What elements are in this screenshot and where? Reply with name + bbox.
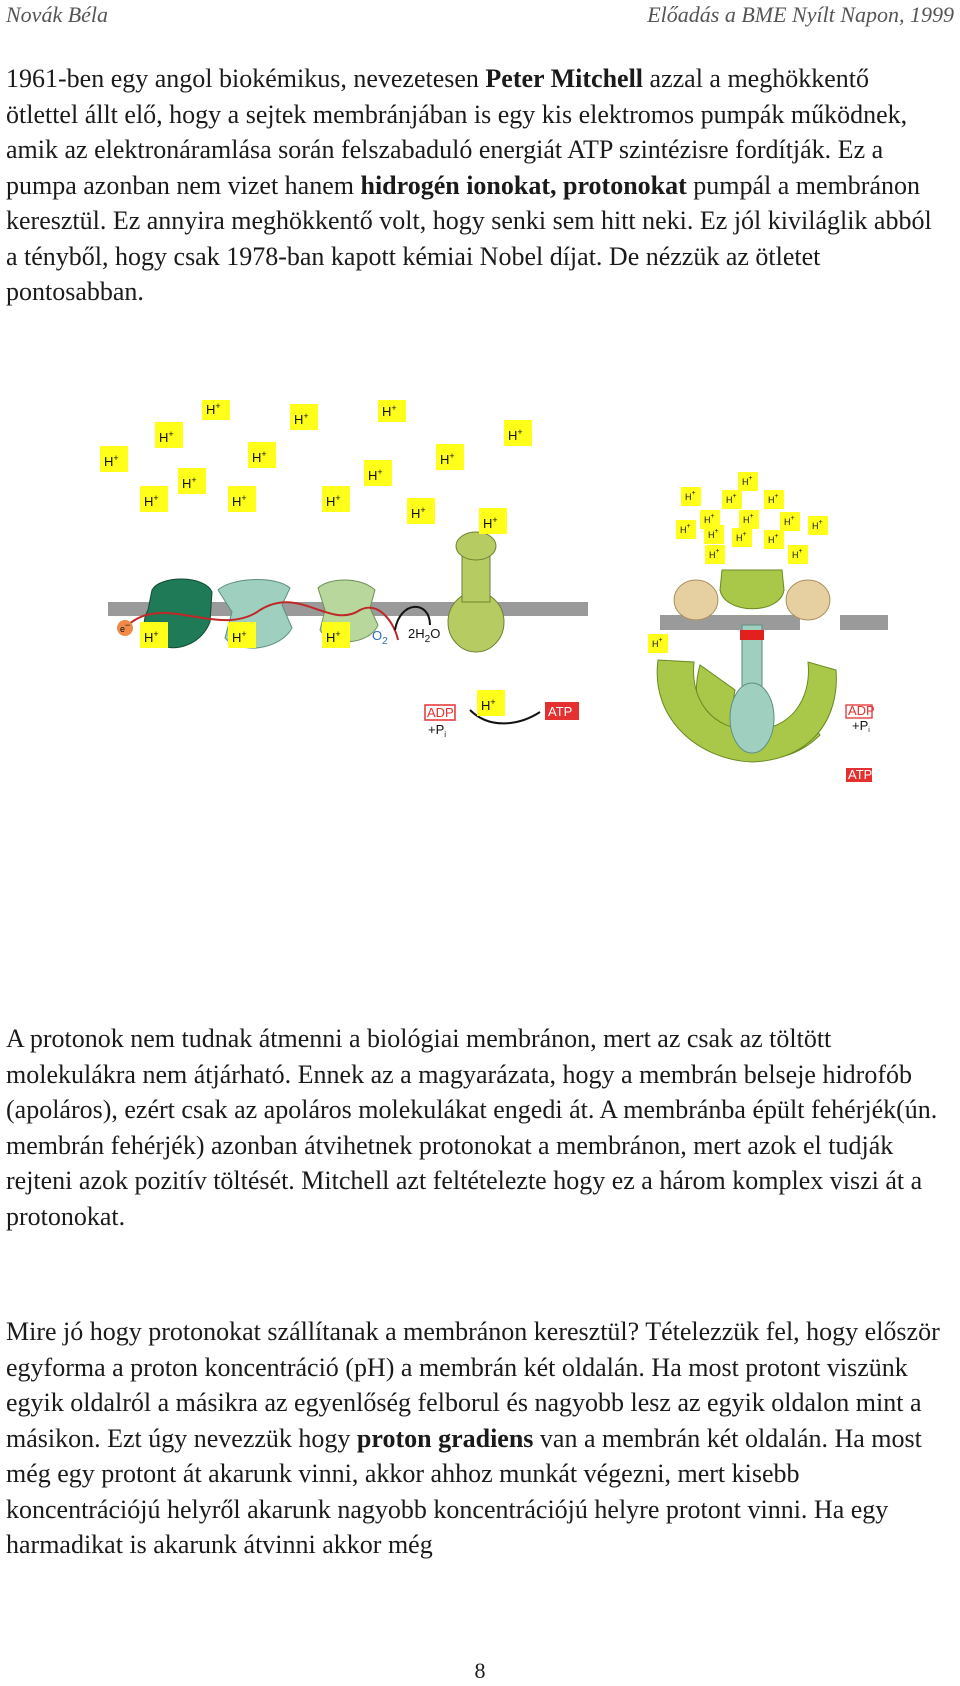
- pi-label-right: +Pi: [852, 718, 870, 734]
- header-event: Előadás a BME Nyílt Napon, 1999: [647, 2, 954, 27]
- page-number: 8: [474, 1658, 486, 1683]
- atp-synthase-cap: [456, 532, 496, 560]
- proton-label: H+: [440, 451, 455, 467]
- adp-label-right: ADP: [848, 703, 875, 718]
- paragraph-text: 1961-ben egy angol biokémikus, nevezetesen: [6, 64, 486, 93]
- proton-label: H+: [685, 490, 696, 502]
- rotor-base: [730, 683, 774, 753]
- membrane-head-right: [786, 580, 830, 620]
- proton-label: H+: [743, 513, 754, 525]
- proton-label: H+: [483, 515, 498, 531]
- bold-term: hidrogén ionokat, protonokat: [360, 170, 687, 200]
- membrane-right: [660, 615, 800, 630]
- adp-label: ADP: [427, 705, 454, 720]
- proton-label: H+: [182, 475, 197, 491]
- proton-label: H+: [792, 548, 803, 560]
- proton-label: H+: [742, 475, 753, 487]
- proton-label: H+: [206, 401, 221, 417]
- membrane-right-2: [840, 615, 888, 630]
- proton-label: H+: [252, 449, 267, 465]
- proton-label: H+: [704, 513, 715, 525]
- proton-label: H+: [726, 493, 737, 505]
- rotor-top: [720, 570, 784, 609]
- water-label: $2H_2O$: [408, 626, 441, 645]
- proton-label: H+: [768, 493, 779, 505]
- proton-label: H+: [232, 629, 247, 645]
- proton-label: H+: [709, 548, 720, 560]
- bold-term: proton gradiens: [356, 1423, 534, 1453]
- proton-label: H+: [144, 629, 159, 645]
- proton-label: H+: [508, 427, 523, 443]
- atp-label-right: ATP: [848, 767, 873, 782]
- proton-label: H+: [481, 697, 496, 713]
- paragraph-mitchell: [6, 61, 946, 310]
- bold-term: Peter Mitchell: [485, 64, 644, 93]
- header-author: Novák Béla: [6, 2, 109, 27]
- proton-label: H+: [368, 467, 383, 483]
- pi-label: $+P_i$: [428, 722, 447, 739]
- proton-label: H+: [736, 531, 747, 543]
- proton-label: H+: [294, 411, 309, 427]
- paragraph-text: azzal a meghökkentő ötlettel állt elő, hogy a sejtek membránjában is egy kis elektromos pumpák működnek, amik az elektronáramlása során felszabaduló energiát ATP szintézisre fordítják. Ez a pumpa azonban nem vizet hanem: [6, 64, 908, 200]
- proton-label: H+: [326, 493, 341, 509]
- electron-label: e−: [120, 620, 131, 634]
- proton-label: H+: [326, 629, 341, 645]
- proton-label: H+: [652, 637, 663, 649]
- proton-label: H+: [144, 493, 159, 509]
- atp-label: ATP: [548, 704, 573, 719]
- paragraph-text: pumpál a membránon keresztül. Ez annyira meghökkentő volt, hogy senki sem hitt neki. Ez jól kiviláglik abból a tényből, hogy csak 1978-ban kapott kémiai Nobel díjat. De nézzük az ötletet pontosabban.: [6, 170, 932, 306]
- proton-label: H+: [104, 453, 119, 469]
- paragraph-gradient: [6, 1314, 946, 1563]
- paragraph-text: van a membrán két oldalán. Ha most még egy protont át akarunk vinni, akkor ahhoz munkát végezni, mert kisebb koncentrációjú helyről akarunk nagyobb koncentrációjú helyre protont vinni. Ha egy harmadikat is akarunk átvinni akkor még: [6, 1423, 922, 1559]
- membrane-head-left: [674, 580, 718, 620]
- red-ring: [740, 630, 764, 640]
- paragraph-membrane: A protonok nem tudnak átmenni a biológiai membránon, mert az csak az töltött molekulákra nem átjárható. Ennek az a magyarázata, hogy a membrán belseje hidrofób (apoláros), ezért csak az apoláros molekulákat engedi át. A membránba épült fehérjék(ún. membrán fehérjék) azonban átvihetnek protonokat a membránon, mert azok el tudják rejteni azok pozitív töltését. Mitchell azt feltételezte hogy ez a három komplex viszi át a protonokat.: [6, 1024, 938, 1231]
- proton-label: H+: [382, 403, 397, 419]
- proton-label: H+: [680, 523, 691, 535]
- proton-label: H+: [784, 515, 795, 527]
- oxygen-label: $O_2$: [372, 628, 388, 647]
- proton-label: H+: [768, 533, 779, 545]
- proton-label: H+: [812, 519, 823, 531]
- proton-label: H+: [411, 505, 426, 521]
- proton-label: H+: [708, 528, 719, 540]
- proton-label: H+: [159, 429, 174, 445]
- paragraph-text: Mire jó hogy protonokat szállítanak a membránon keresztül? Tételezzük fel, hogy először egyforma a proton koncentráció (pH) a membrán két oldalán. Ha most protont viszünk egyik oldalról a másikra az egyenlőség felborul és nagyobb lesz az egyik oldalon mint a másikon. Ezt úgy nevezzük hogy: [6, 1317, 940, 1453]
- proton-label: H+: [232, 493, 247, 509]
- proton-pump-diagram: [0, 400, 960, 820]
